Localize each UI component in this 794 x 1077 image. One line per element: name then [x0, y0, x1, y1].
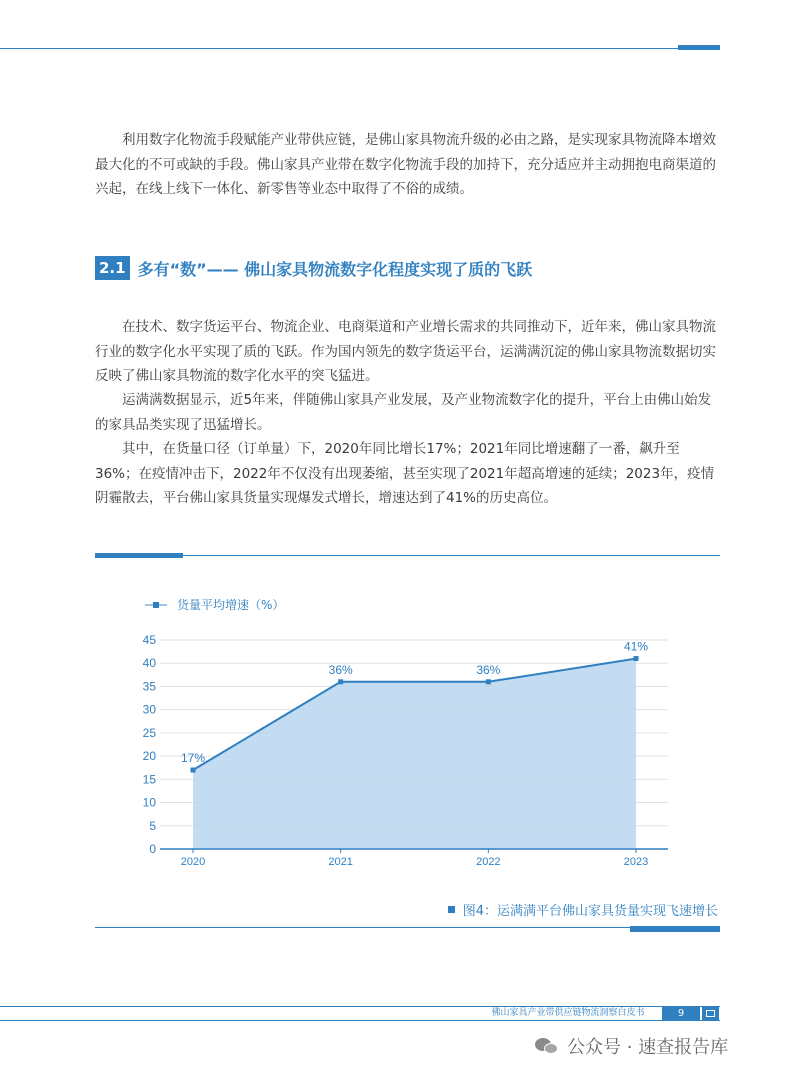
header-accent-bar — [678, 45, 720, 50]
header-rule — [0, 48, 720, 49]
chart-bottom-accent — [630, 926, 720, 932]
growth-area-chart — [130, 628, 690, 868]
data-label-2023: 41% — [623, 639, 649, 654]
chart-legend — [145, 596, 284, 613]
body-paragraph-1: 在技术、数字货运平台、物流企业、电商渠道和产业增长需求的共同推动下，近年来，佛山家具物流行业的数字化水平实现了质的飞跃。作为国内领先的数字货运平台，运满满沉淀的佛山家具物流数据切实反映了佛山家具物流的数字化水平的突飞猛进。 — [95, 319, 716, 384]
y-tick-label-8: 40 — [142, 656, 156, 671]
book-icon — [702, 1007, 719, 1020]
y-tick-label-9: 45 — [142, 633, 156, 647]
y-tick-label-5: 25 — [142, 725, 156, 740]
chart-top-accent — [95, 553, 183, 558]
data-label-2022: 36% — [476, 662, 501, 677]
y-tick-label-3: 15 — [142, 772, 156, 787]
watermark-text: 公众号 · 速查报告库 — [567, 1037, 729, 1058]
caption-text: 图4：运满满平台佛山家具货量实现飞速增长 — [462, 904, 718, 919]
data-point-2020 — [191, 768, 196, 773]
x-tick-label-2022: 2022 — [476, 856, 501, 868]
intro-paragraph: 利用数字化物流手段赋能产业带供应链，是佛山家具物流升级的必由之路，是实现家具物流降本增效最大化的不可或缺的手段。佛山家具产业带在数字化物流手段的加持下，充分适应并主动拥抱电商渠道的兴起，在线上线下一体化、新零售等业态中取得了不俗的成绩。 — [95, 132, 716, 197]
y-tick-label-2: 10 — [142, 795, 156, 810]
figure-caption — [448, 900, 718, 919]
legend-label: 货量平均增速（%） — [177, 598, 285, 612]
x-tick-label-2021: 2021 — [328, 856, 353, 868]
x-tick-label-2020: 2020 — [180, 856, 206, 868]
x-tick-label-2023: 2023 — [623, 856, 649, 868]
caption-bullet-icon — [448, 906, 455, 913]
footer-rule-bottom — [0, 1020, 720, 1021]
data-point-2021 — [338, 679, 343, 684]
body-paragraph-3: 其中，在货量口径（订单量）下，2020年同比增长17%；2021年同比增速翻了一番，飙升至36%；在疫情冲击下，2022年不仅没有出现萎缩，甚至实现了2021年超高增速的延续；2023年，疫情阴霾散去，平台佛山家具货量实现爆发式增长，增速达到了41%的历史高位。 — [95, 441, 715, 506]
legend-swatch-icon — [145, 600, 167, 610]
y-tick-label-6: 30 — [142, 702, 156, 717]
chart-bottom-rule — [95, 927, 720, 928]
section-heading — [95, 255, 532, 281]
section-number: 2.1 — [95, 256, 130, 280]
body-paragraph-2: 运满满数据显示，近5年来，伴随佛山家具产业发展，及产业物流数字化的提升，平台上由佛山始发的家具品类实现了迅猛增长。 — [95, 392, 712, 433]
chart-top-rule — [95, 555, 720, 556]
y-tick-label-4: 20 — [142, 749, 156, 764]
data-label-2021: 36% — [328, 662, 353, 677]
data-point-2023 — [634, 656, 639, 661]
section-title: 多有“数”—— 佛山家具物流数字化程度实现了质的飞跃 — [137, 259, 533, 279]
y-tick-label-1: 5 — [149, 818, 156, 833]
data-label-2020: 17% — [180, 751, 206, 766]
y-tick-label-0: 0 — [149, 842, 156, 856]
footer-title: 佛山家具产业带供应链物流洞察白皮书 — [491, 1008, 645, 1018]
y-tick-label-7: 35 — [142, 679, 156, 694]
series-area — [193, 659, 636, 849]
wechat-icon — [535, 1036, 559, 1056]
data-point-2022 — [486, 679, 491, 684]
watermark — [535, 1033, 728, 1059]
page-number: 9 — [662, 1007, 700, 1020]
